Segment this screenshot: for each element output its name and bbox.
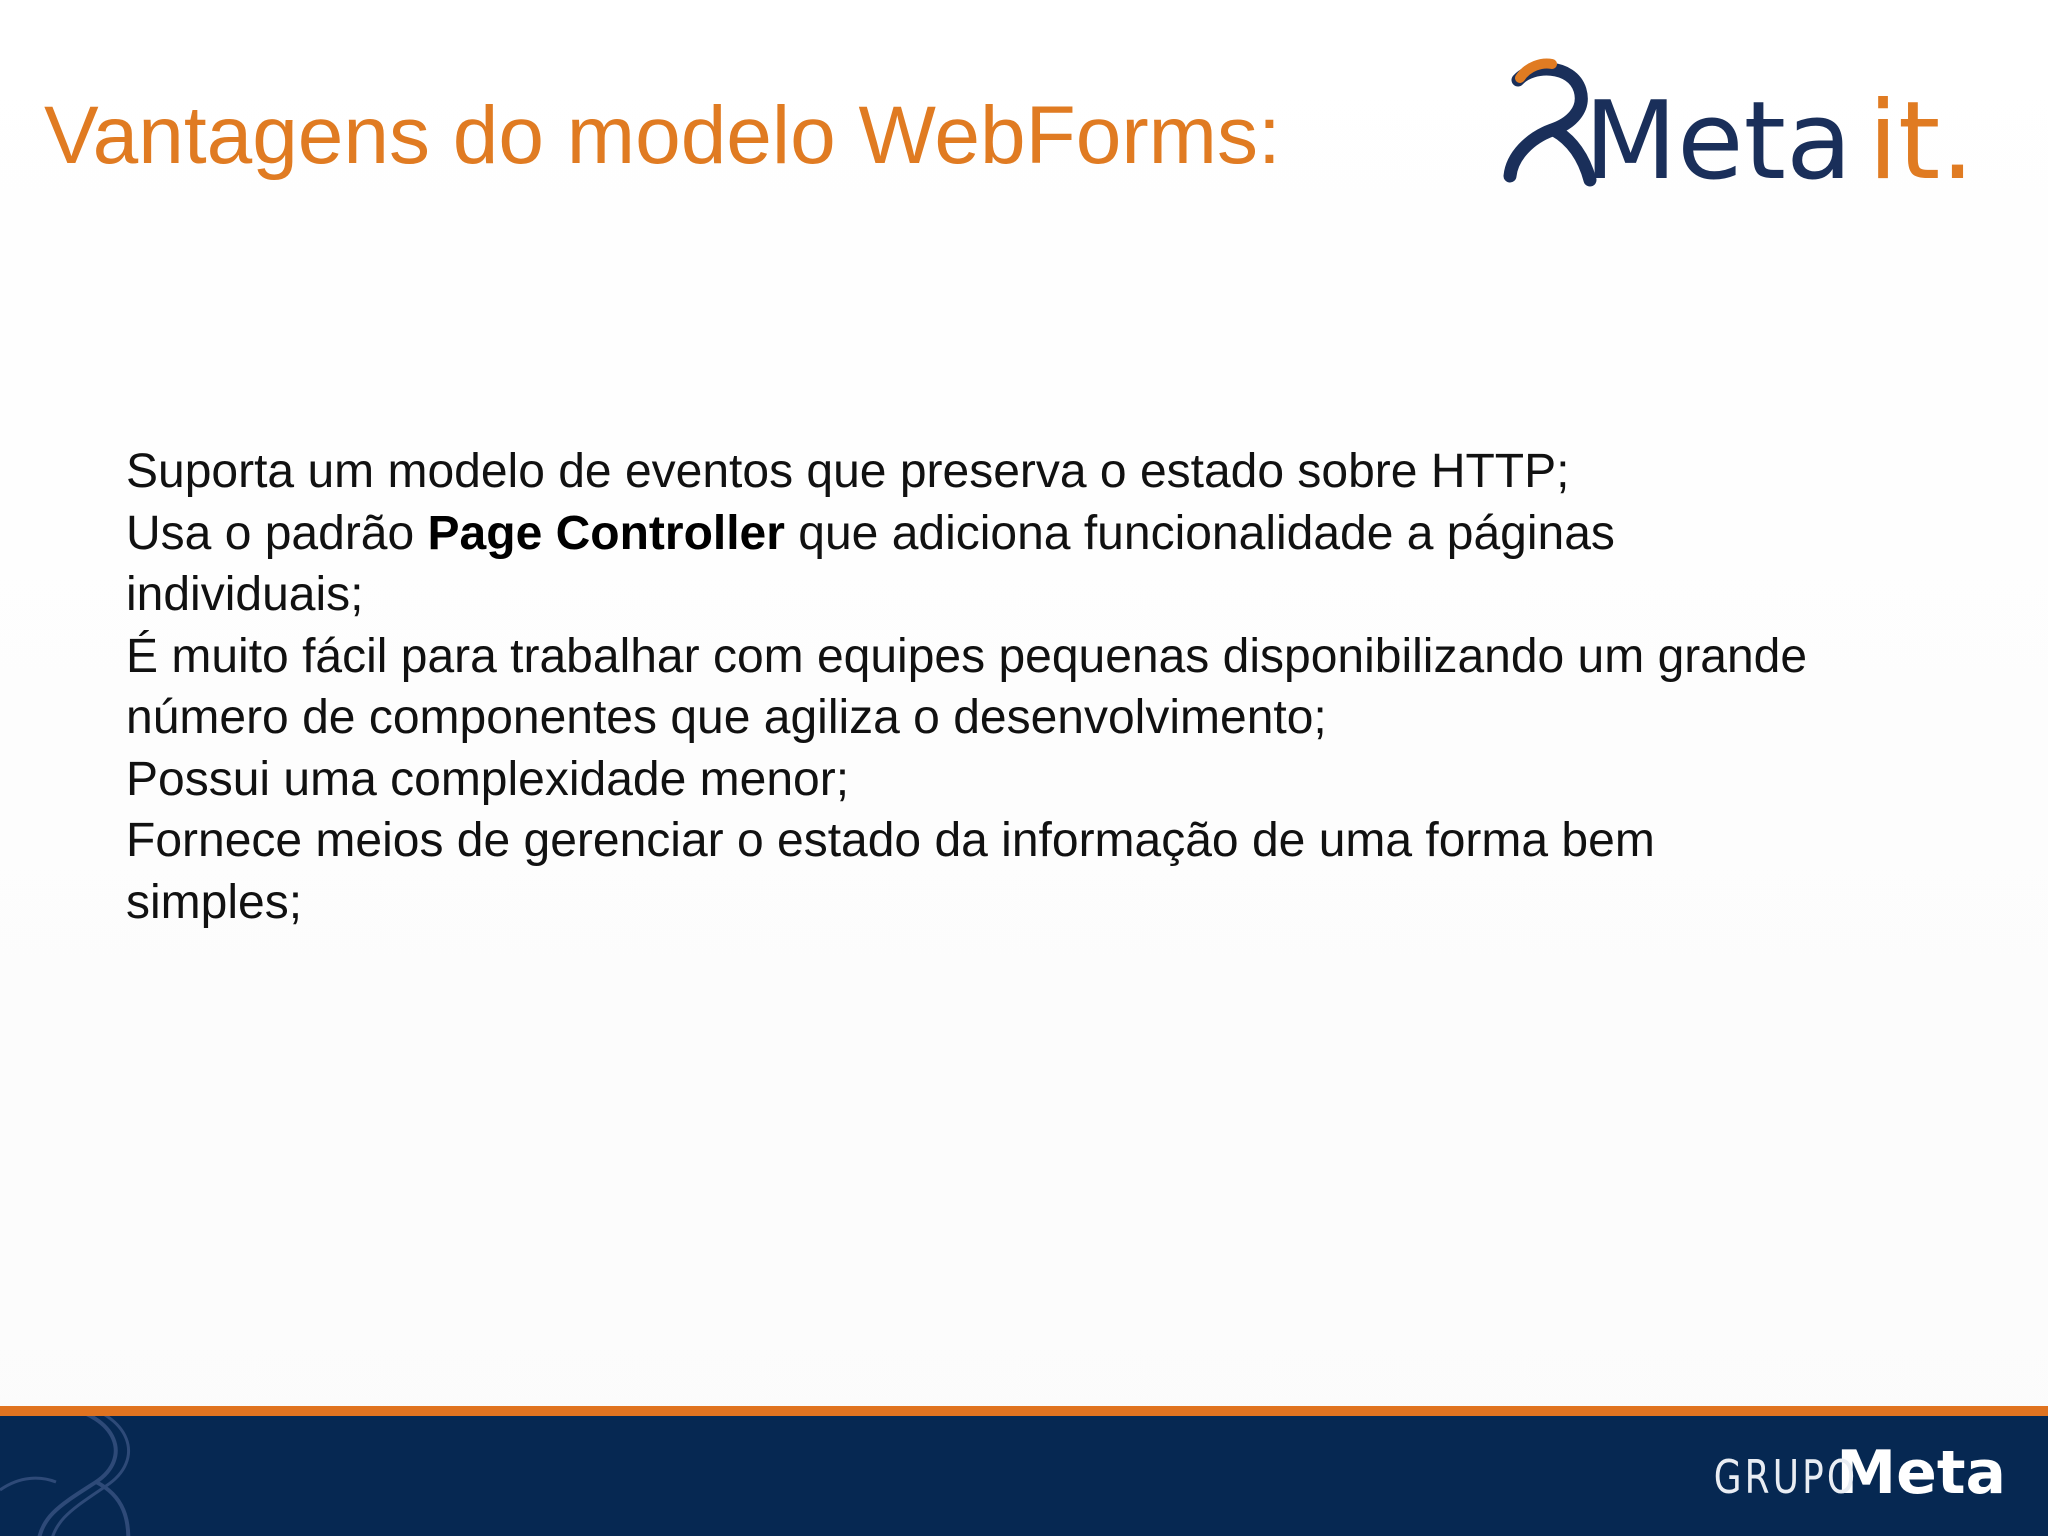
bullet-2-text-end: que adiciona funcionalidade a páginas individuais; — [126, 506, 1615, 621]
slide-body — [126, 441, 1826, 933]
swirl-watermark-icon — [0, 1416, 160, 1536]
logo-text-meta: Meta — [1584, 79, 1853, 198]
footer-accent-line — [0, 1406, 2048, 1416]
brand-name: Meta — [1836, 1438, 2006, 1508]
bullet-2 — [126, 503, 1826, 626]
bullet-1: Suporta um modelo de eventos que preserva o estado sobre HTTP; — [126, 445, 1570, 498]
bullet-2-text-start: Usa o padrão — [126, 506, 428, 560]
meta-it-logo — [1480, 58, 2000, 198]
slide-title: Vantagens do modelo WebForms: — [44, 90, 1281, 181]
brand-prefix: GRUPO — [1713, 1450, 1859, 1504]
bullet-3: É muito fácil para trabalhar com equipes pequenas disponibilizando um grande número de componentes que agiliza o desenvolvimento; — [126, 629, 1808, 744]
grupo-meta-brand — [1673, 1438, 2006, 1518]
meta-swirl-icon — [1480, 58, 2000, 198]
footer-bar — [0, 1416, 2048, 1536]
logo-text-it: it. — [1868, 79, 1975, 198]
bullet-2-bold-term: Page Controller — [427, 506, 785, 560]
bullet-4: Possui uma complexidade menor; — [126, 752, 850, 806]
bullet-5: Fornece meios de gerenciar o estado da informação de uma forma bem simples; — [126, 814, 1655, 929]
